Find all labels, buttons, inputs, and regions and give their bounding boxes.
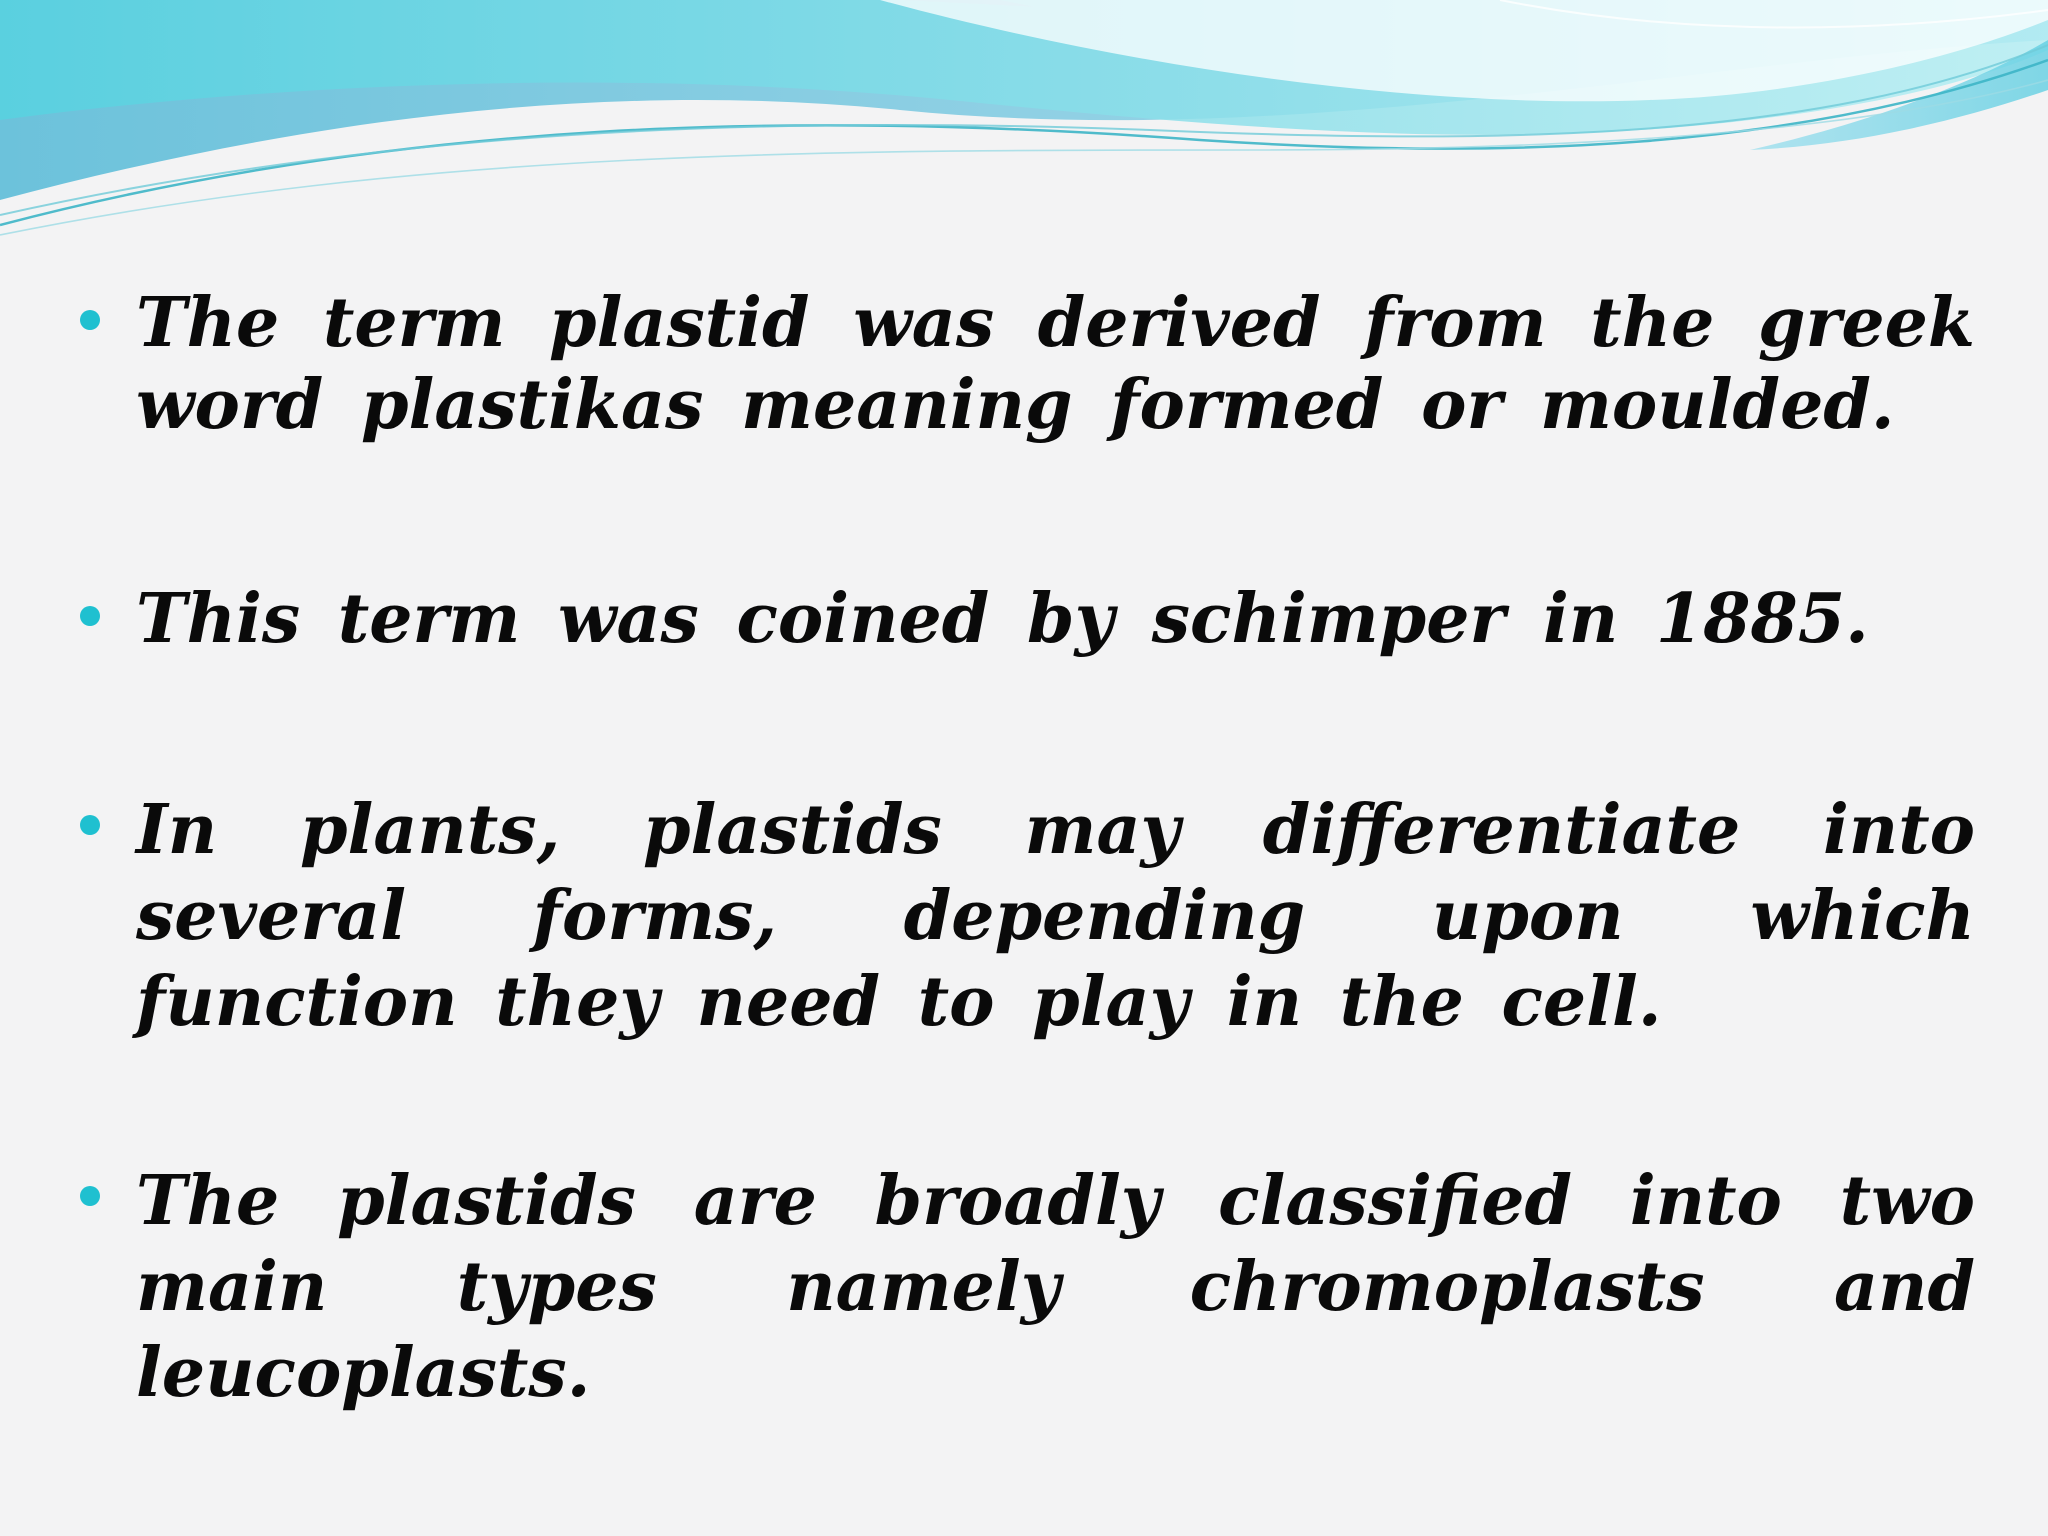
bullet-item	[80, 787, 1975, 1045]
bullet-text: The plastids are broadly classified into two main types namely chromoplasts and leucoplasts.	[136, 1161, 1975, 1413]
bullet-item	[80, 282, 1975, 446]
bullet-dot-icon	[80, 815, 100, 835]
bullet-item	[80, 578, 1975, 660]
bullet-text: This term was coined by schimper in 1885.	[136, 579, 1869, 659]
bullet-dot-icon	[80, 1186, 100, 1206]
wave-header-decoration	[0, 0, 2048, 240]
bullet-text: In plants, plastids may differentiate into several forms, depending upon which function they need to play in the cell.	[136, 790, 1975, 1042]
bullet-item	[80, 1158, 1975, 1416]
bullet-dot-icon	[80, 310, 100, 330]
bullet-dot-icon	[80, 606, 100, 626]
bullet-text: The term plastid was derived from the greek word plastikas meaning formed or moulded.	[136, 283, 1975, 445]
